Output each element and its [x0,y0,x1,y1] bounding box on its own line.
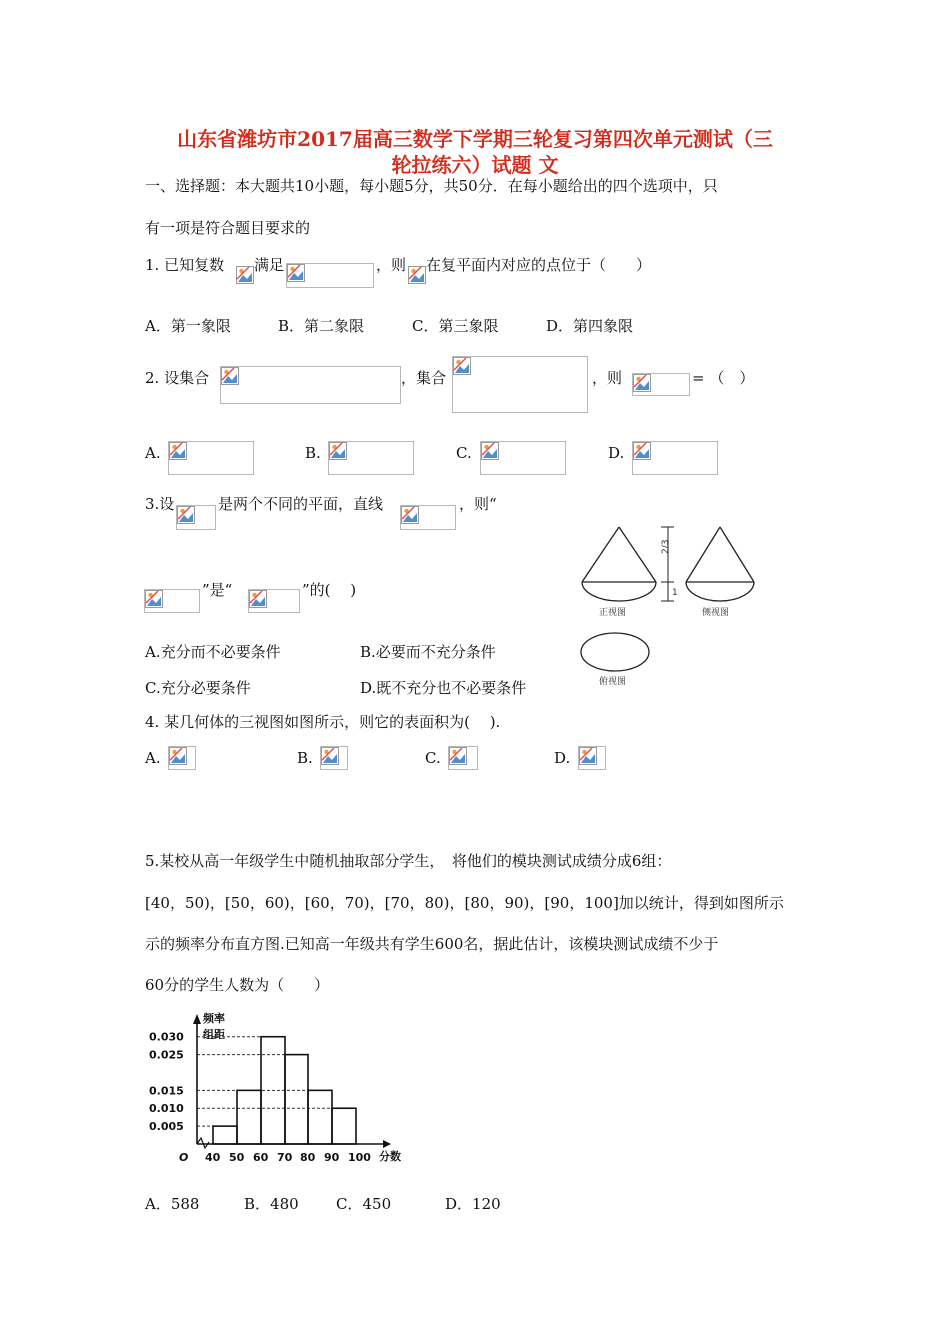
q4-option-d-label: D. [554,749,571,767]
formula-image [480,441,566,475]
x-tick-label: 70 [277,1151,293,1164]
front-view-label: 正视图 [599,608,627,618]
q5-line1: 5.某校从高一年级学生中随机抽取部分学生， 将他们的模块测试成绩分成6组： [145,852,672,870]
histogram-y-ticks [149,1031,184,1133]
formula-image [452,356,588,413]
broken-image-icon [169,442,187,460]
formula-image [320,746,348,770]
q1-option-b: B．第二象限 [278,317,365,335]
x-tick-label: 80 [300,1151,316,1164]
histogram-x-ticks [205,1151,371,1164]
y-tick-label: 0.005 [149,1120,184,1134]
front-view-drawing [582,527,656,601]
formula-image [168,441,254,475]
x-tick-label: 60 [253,1151,269,1164]
q5-option-b: B．480 [244,1195,299,1213]
broken-image-icon [453,357,471,375]
broken-image-icon [249,590,267,608]
q3-option-c: C.充分必要条件 [145,679,251,697]
formula-image [220,366,401,404]
q5-option-c: C．450 [336,1195,392,1213]
histogram-bar [213,1126,237,1144]
q3-text-a: 3.设 [145,495,175,513]
top-view-drawing [581,633,649,671]
q2-option-a-label: A. [145,444,161,462]
q5-line2: [40，50)，[50，60)，[60，70)，[70，80)，[80，90)，[90，100]加以统计，得到如图所示 [145,894,784,912]
broken-image-icon [401,506,419,524]
x-axis-arrow [383,1140,391,1148]
broken-image-icon [579,747,597,765]
top-view-label: 俯视图 [599,677,627,687]
x-tick-label: 90 [324,1151,340,1164]
formula-image [328,441,414,475]
origin-label: O [179,1151,189,1164]
histogram-bar [285,1055,308,1144]
q1-text-b: 满足 [254,256,285,274]
q5-line4: 60分的学生人数为（ ） [145,976,330,994]
x-tick-label: 50 [229,1151,245,1164]
dim-label-top: 2/3 [661,539,671,554]
y-axis-arrow [193,1014,201,1024]
frequency-histogram [145,1008,415,1170]
dim-label-bottom: 1 [672,588,678,598]
broken-image-icon [408,266,426,284]
q2-option-c-label: C. [456,444,472,462]
broken-image-icon [287,264,305,282]
broken-image-icon [481,442,499,460]
histogram-bar [237,1090,261,1144]
side-view-label: 侧视图 [702,608,730,618]
y-tick-label: 0.030 [149,1030,184,1044]
formula-image [632,441,718,475]
broken-image-icon [449,747,467,765]
formula-image [176,505,216,530]
section-intro-line1: 一、选择题：本大题共10小题，每小题5分，共50分．在每小题给出的四个选项中，只 [145,177,718,195]
q4-option-a-label: A. [145,749,161,767]
q2-text-c: ，则 [592,369,623,387]
q3-text-e: ”的( ) [302,581,357,599]
q4-option-b-label: B. [297,749,313,767]
y-tick-label: 0.025 [149,1048,184,1062]
q2-text-a: 2. 设集合 [145,369,210,387]
q3-option-d: D.既不充分也不必要条件 [360,679,527,697]
q2-option-d-label: D. [608,444,625,462]
formula-image [144,589,200,613]
y-axis-label-bottom: 组距 [203,1028,225,1041]
formula-image [168,746,196,770]
x-tick-label: 40 [205,1151,221,1164]
formula-image [632,373,690,396]
q1-text-a: 1. 已知复数 [145,256,225,274]
y-tick-label: 0.010 [149,1102,184,1116]
broken-image-icon [221,367,239,385]
x-tick-label: 100 [348,1151,371,1164]
q2-text-b: ，集合 [401,369,447,387]
histogram-bar [332,1108,356,1144]
q5-option-d: D．120 [445,1195,501,1213]
q1-option-a: A．第一象限 [145,317,231,335]
q1-text-c: ，则 [376,256,407,274]
doc-title-line1: 山东省潍坊市2017届高三数学下学期三轮复习第四次单元测试（三 [177,127,773,151]
q5-option-a: A．588 [145,1195,200,1213]
section-intro-line2: 有一项是符合题目要求的 [145,219,311,237]
formula-image [448,746,478,770]
q3-text-c: ，则“ [459,495,497,513]
x-axis-label: 分数 [379,1150,401,1163]
three-view-figure [574,522,774,692]
q3-text-d: ”是“ [202,581,233,599]
q3-option-a: A.充分而不必要条件 [145,643,281,661]
q5-line3: 示的频率分布直方图.已知高一年级共有学生600名，据此估计，该模块测试成绩不少于 [145,935,719,953]
histogram-bar [308,1090,332,1144]
formula-image [400,505,456,530]
doc-title-line2: 轮拉练六）试题 文 [391,153,559,177]
formula-image [286,263,374,288]
broken-image-icon [321,747,339,765]
q3-text-b: 是两个不同的平面，直线 [218,495,384,513]
side-view-drawing [686,527,754,601]
formula-image [248,589,300,613]
formula-image [578,746,606,770]
broken-image-icon [145,590,163,608]
q3-option-b: B.必要而不充分条件 [360,643,496,661]
broken-image-icon [169,747,187,765]
broken-image-icon [633,374,651,392]
broken-image-icon [236,266,254,284]
q4-text: 4. 某几何体的三视图如图所示，则它的表面积为( ). [145,713,501,731]
axis-break-mark [197,1138,209,1148]
broken-image-icon [633,442,651,460]
broken-image-icon [177,506,195,524]
q1-text-d: 在复平面内对应的点位于（ ） [426,256,652,274]
q4-option-c-label: C. [425,749,441,767]
q1-option-d: D．第四象限 [546,317,634,335]
q2-option-b-label: B. [305,444,321,462]
y-tick-label: 0.015 [149,1084,184,1098]
broken-image-icon [329,442,347,460]
q1-option-c: C．第三象限 [412,317,499,335]
y-axis-label-top: 频率 [203,1012,225,1025]
q2-text-d: = （ ） [692,369,755,387]
